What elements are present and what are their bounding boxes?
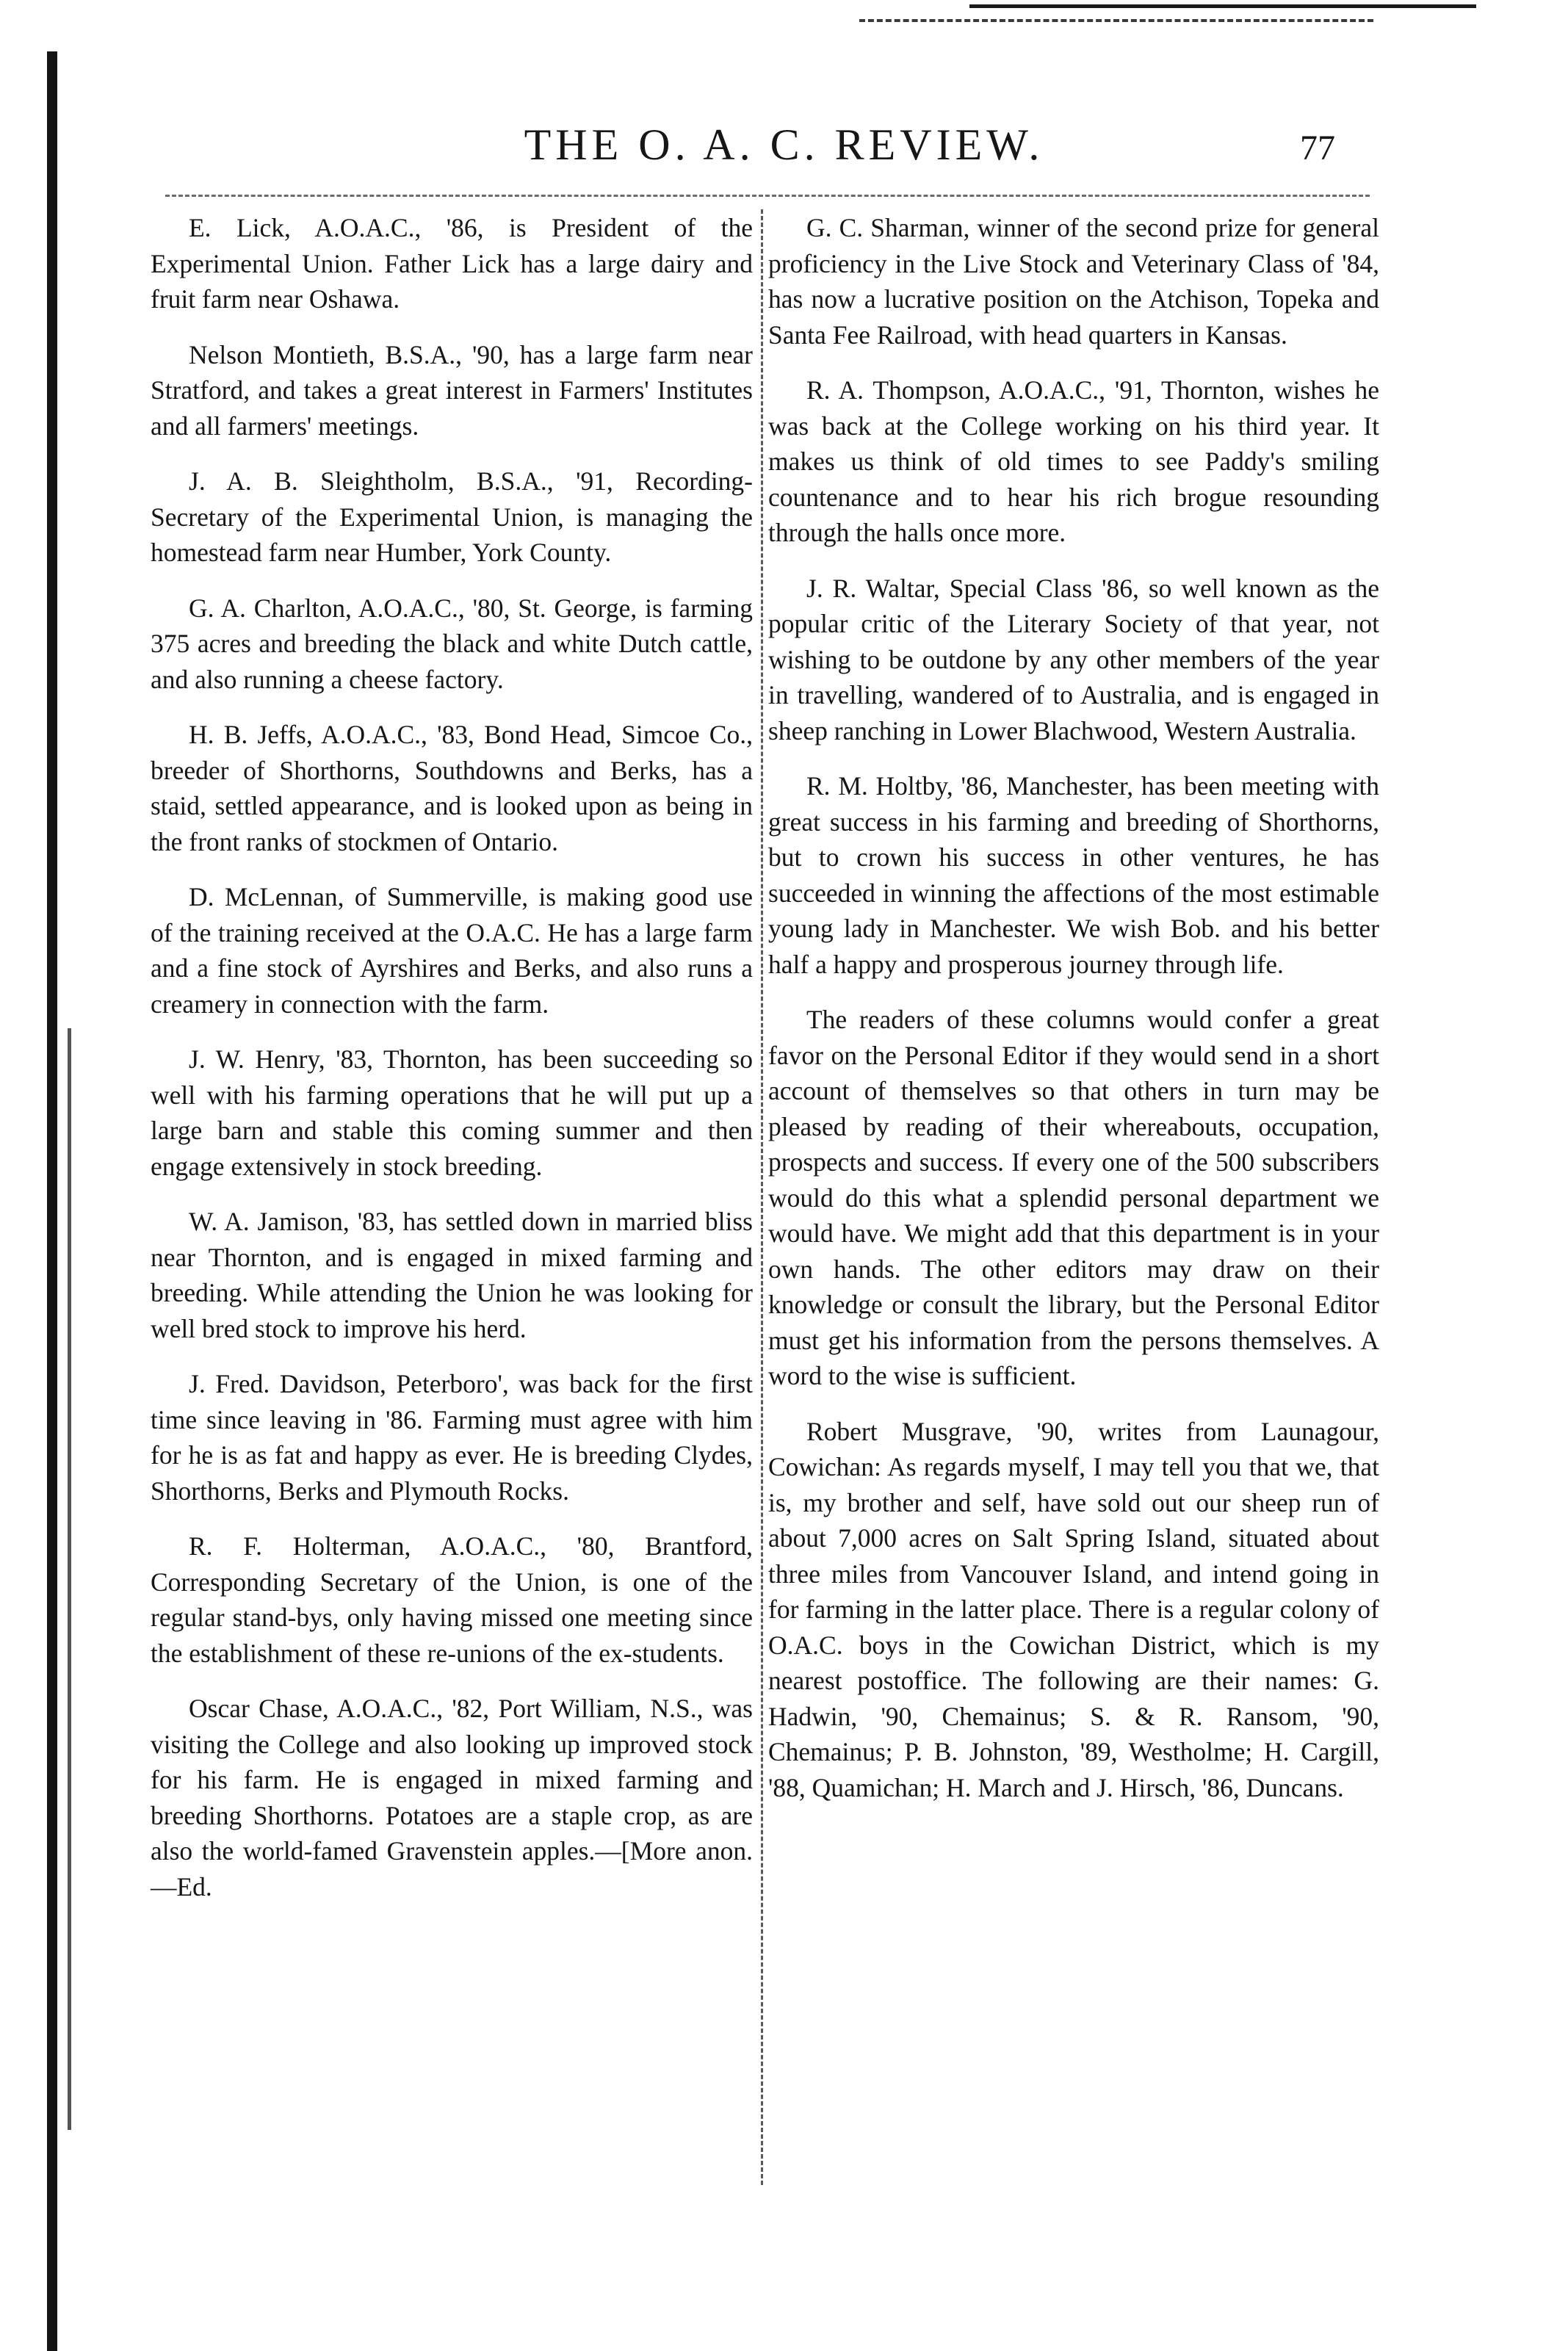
paragraph-thompson: R. A. Thompson, A.O.A.C., '91, Thornton, wishes he was back at the College working on his third year. It makes us think of old times to see Paddy's smiling countenance and to hear his rich brogue resounding through the halls once more. — [768, 375, 1379, 547]
page-number: 77 — [1300, 129, 1335, 167]
paragraph-davidson: J. Fred. Davidson, Peterboro', was back for the first time since leaving in '86. Farming must agree with him for he is as fat and happy as ever. He is breeding Clydes, Shorthorns, Berks and Plymouth Rocks. — [151, 1369, 753, 1506]
binding-shadow — [47, 51, 57, 2351]
paragraph-holtby: R. M. Holtby, '86, Manchester, has been meeting with great success in his farming and breeding of Shorthorns, but to crown his success in other ventures, he has succeeded in winning the affections of the most estimable young lady in Manchester. We wish Bob. and his better half a happy and prosperous journey through life. — [768, 771, 1379, 979]
top-edge-scan-marks — [859, 19, 1373, 22]
paragraph-henry: J. W. Henry, '83, Thornton, has been succeeding so well with his farming operations that he will put up a large barn and stable this coming summer and then engage extensively in stock breeding. — [151, 1044, 753, 1181]
paragraph-holterman: R. F. Holterman, A.O.A.C., '80, Brantford, Corresponding Secretary of the Union, is one of the regular stand-bys, only having missed one meeting since the establishment of these re-unions of the ex-students. — [151, 1531, 753, 1668]
paragraph-waltar: J. R. Waltar, Special Class '86, so well known as the popular critic of the Literary Society of that year, not wishing to be outdone by any other members of the year in travelling, wandered of to Australia, and is engaged in sheep ranching in Lower Blachwood, Western Australia. — [768, 573, 1379, 745]
left-column — [151, 210, 753, 1924]
paragraph-jeffs: H. B. Jeffs, A.O.A.C., '83, Bond Head, Simcoe Co., breeder of Shorthorns, Southdowns and Berks, has a staid, settled appearance, and is looked upon as being in the front ranks of stockmen of Ontario. — [151, 720, 753, 856]
running-head: THE O. A. C. REVIEW. — [524, 120, 1044, 169]
paragraph-montieth: Nelson Montieth, B.S.A., '90, has a large farm near Stratford, and takes a great interest in Farmers' Institutes and all farmers' meetings. — [151, 339, 753, 441]
binding-shadow-inner — [68, 1028, 71, 2130]
paragraph-charlton: G. A. Charlton, A.O.A.C., '80, St. George, is farming 375 acres and breeding the black and white Dutch cattle, and also running a cheese factory. — [151, 593, 753, 694]
paragraph-sharman: G. C. Sharman, winner of the second prize for general proficiency in the Live Stock and Veterinary Class of '84, has now a lucrative position on the Atchison, Topeka and Santa Fee Railroad, with head quarters in Kansas. — [768, 213, 1379, 350]
paragraph-editor-note: The readers of these columns would confer a great favor on the Personal Editor if they would send in a short account of themselves so that others in turn may be pleased by reading of their whereabouts, occupation, prospects and success. If every one of the 500 subscribers would do this what a splendid personal department we would have. We might add that this department is in your own hands. The other editors may draw on their knowledge or consult the library, but the Personal Editor must get his information from the persons themselves. A word to the wise is sufficient. — [768, 1005, 1379, 1390]
top-edge-rule — [969, 4, 1476, 8]
column-divider — [761, 209, 763, 2185]
paragraph-jamison: W. A. Jamison, '83, has settled down in married bliss near Thornton, and is engaged in mixed farming and breeding. While attending the Union he was looking for well bred stock to improve his herd. — [151, 1207, 753, 1343]
paragraph-musgrave: Robert Musgrave, '90, writes from Launagour, Cowichan: As regards myself, I may tell you that we, that is, my brother and self, have sold out our sheep run of about 7,000 acres on Salt Spring Island, situated about three miles from Vancouver Island, and intend going in for farming in the latter place. There is a regular colony of O.A.C. boys in the Cowichan District, which is my nearest postoffice. The following are their names: G. Hadwin, '90, Chemainus; S. & R. Ransom, '90, Chemainus; P. B. Johnston, '89, Westholme; H. Cargill, '88, Quamichan; H. March and J. Hirsch, '86, Duncans. — [768, 1416, 1379, 1802]
paragraph-sleightholm: J. A. B. Sleightholm, B.S.A., '91, Recording-Secretary of the Experimental Union, is managing the homestead farm near Humber, York County. — [151, 466, 753, 567]
paragraph-lick: E. Lick, A.O.A.C., '86, is President of the Experimental Union. Father Lick has a large dairy and fruit farm near Oshawa. — [151, 213, 753, 314]
paragraph-chase: Oscar Chase, A.O.A.C., '82, Port William, N.S., was visiting the College and also looking up improved stock for his farm. He is engaged in mixed farming and breeding Shorthorns. Potatoes are a staple crop, as are also the world-famed Gravenstein apples.—[More anon.—Ed. — [151, 1694, 753, 1902]
header-rule — [165, 195, 1370, 197]
paragraph-mclennan: D. McLennan, of Summerville, is making good use of the training received at the O.A.C. He has a large farm and a fine stock of Ayrshires and Berks, and also runs a creamery in connection with the farm. — [151, 882, 753, 1019]
right-column — [768, 210, 1379, 1825]
